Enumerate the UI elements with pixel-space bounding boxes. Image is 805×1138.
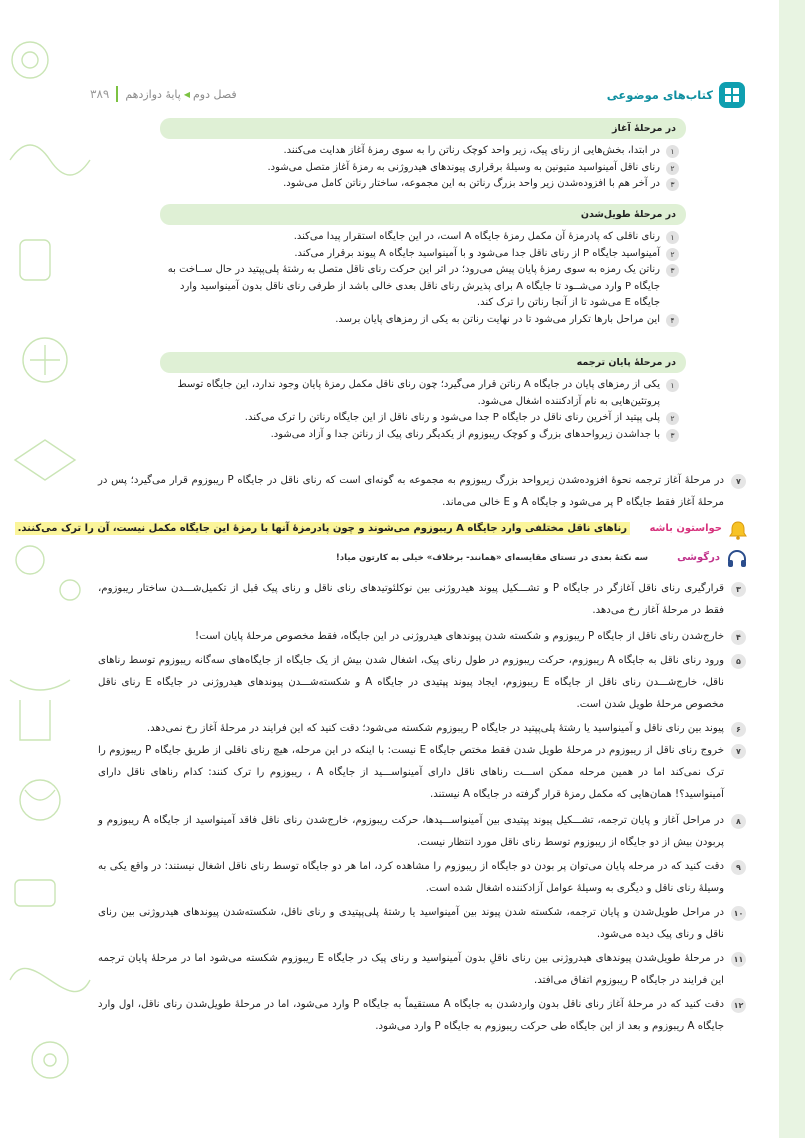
list-item: ۱ یکی از رمزهای پایان در جایگاه A رناتن قرار می‌گیرد؛ چون رنای ناقل مکمل رمزهٔ پایان وجود ندارد، این جایگاه توسط پروتئین‌هایی به نام آزادکننده اشغال می‌شود.: [160, 377, 686, 410]
paragraph-number: ۹: [731, 860, 746, 875]
paragraph-text: خروج رنای ناقل از ریبوزوم در مرحلهٔ طویل شدن فقط مختص جایگاه E نیست: با اینکه در این مرحله، هیچ رنای ناقلی از طریق جایگاه P ریبوزوم را ترک نمی‌کند اما در همین مرحله ممکن اســـت رناهای ناقل دارای آمینواســـید از جایگاه A ، ریبوزوم را ترک کنند: کدام رناهای ناقل دارای آمینواسید؟! همان‌هایی که مکمل رمزهٔ قرار گرفته در جایگاه A نیستند.: [98, 745, 724, 800]
paragraph: [98, 470, 748, 514]
divider: [116, 86, 118, 102]
list-item: ۲ پلی پپتید از آخرین رنای ناقل در جایگاه P جدا می‌شود و رنای ناقل از این جایگاه رناتن را ترک می‌کند.: [160, 410, 686, 427]
whisper-label: درگوشی: [677, 552, 720, 563]
page-header: [90, 80, 745, 110]
paragraph-number: ۵: [731, 654, 746, 669]
paragraph: [98, 650, 748, 716]
paragraph: [98, 626, 748, 648]
list-item: ۳ رناتن یک رمزه به سوی رمزهٔ پایان پیش می‌رود؛ در اثر این حرکت رنای ناقل متصل به رشتهٔ پلی‌پپتید در حال ســاخت به جایگاه P وارد می‌شــود تا جایگاه A برای پذیرش رنای ناقل بعدی خالی باشد از طرفی رنای ناقل بدون آمینواسید وارد جایگاه E می‌شود تا از آنجا رناتن را ترک کند.: [160, 262, 686, 312]
paragraph: [98, 740, 748, 806]
bell-icon: [728, 520, 748, 540]
paragraph-number: ۱۰: [731, 906, 746, 921]
paragraph: [98, 994, 748, 1038]
chapter-label: فصل دوم: [192, 87, 237, 101]
paragraph-text: در مرحلهٔ طویل‌شدن پیوندهای هیدروژنی بین رنای ناقلِ بدون آمینواسید و رنای پیک در جایگاه E ریبوزوم شکسته می‌شود اما در مرحلهٔ پایان ترجمه این فرایند در جایگاه P ریبوزوم اتفاق می‌افتد.: [98, 953, 724, 986]
whisper-text: سه نکتهٔ بعدی در تستای مقایسه‌ای «همانند- برخلاف» خیلی به کارتون میاد!: [335, 553, 648, 563]
paragraph-text: دقت کنید که در مرحله پایان می‌توان پر بودن دو جایگاه از ریبوزوم را مشاهده کرد، اما هر دو جایگاه توسط رنای ناقل اشغال نیستند: در واقع یکی به وسیلهٔ رنای ناقل و دیگری به وسیلهٔ عوامل آزادکننده اشغال شده است.: [98, 861, 724, 894]
paragraph-text: در مراحل طویل‌شدن و پایان ترجمه، شکسته شدن پیوند بین آمینواسید یا رشتهٔ پلی‌پپتیدی و رنای ناقل، شکسته‌شدن پیوندهای هیدروژنی بین رنای ناقل و رنای پیک دیده می‌شود.: [98, 907, 724, 940]
list-item: ۱ رنای ناقلی که پادرمزهٔ آن مکمل رمزهٔ جایگاه A است، در این جایگاه استقرار پیدا می‌کند.: [160, 229, 686, 246]
brand-title: کتاب‌های موضوعی: [606, 88, 713, 102]
paragraph: [98, 902, 748, 946]
side-strip: [779, 0, 805, 1138]
paragraph-text: قرارگیری رنای ناقل آغازگر در جایگاه P و تشـــکیل پیوند هیدروژنی بین نوکلئوتیدهای رنای ناقل و رنای پیک قبل از تکمیل‌شـــدن ساختار ریبوزوم، فقط در مرحلهٔ آغاز رخ می‌دهد.: [98, 583, 724, 616]
box-title: در مرحلهٔ پایان ترجمه: [160, 352, 686, 373]
paragraph-number: ۸: [731, 814, 746, 829]
attention-note: [17, 520, 748, 540]
paragraph-text: خارج‌شدن رنای ناقل از جایگاه P ریبوزوم و شکسته شدن پیوندهای هیدروژنی در این جایگاه، فقط مخصوص مرحلهٔ پایان است!: [195, 631, 724, 642]
attention-text: رناهای ناقل مختلفی وارد جایگاه A ریبوزوم می‌شوند و چون پادرمزهٔ آنها با رمزهٔ این جایگاه مکمل نیست، آن را ترک می‌کنند.: [15, 522, 630, 535]
list-item: ۲ رنای ناقل آمینواسید متیونین به وسیلهٔ برقراری پیوندهای هیدروژنی به رمزهٔ آغاز متصل می‌شود.: [160, 160, 686, 177]
paragraph: [98, 718, 748, 740]
paragraph-number: ۶: [731, 722, 746, 737]
list-item: ۳ در آخر هم با افزوده‌شدن زیر واحد بزرگ رناتن به این مجموعه، ساختار رناتن کامل می‌شود.: [160, 176, 686, 193]
headphones-icon: [726, 548, 748, 570]
list-item: ۲ آمینواسید جایگاه P از رنای ناقل جدا می‌شود و با آمینواسید جایگاه A پیوند برقرار می‌کند.: [160, 246, 686, 263]
triangle-icon: ◀: [183, 89, 190, 99]
paragraph: [98, 856, 748, 900]
list-item: ۳ با جداشدن زیرواحدهای بزرگ و کوچک ریبوزوم از یکدیگر رنای پیک از رناتن جدا و آزاد می‌شود.: [160, 427, 686, 444]
page-number: ۳۸۹: [90, 87, 110, 101]
attention-label: حواستون باشه: [649, 523, 722, 534]
list-item: ۴ این مراحل بارها تکرار می‌شود تا در نهایت رناتن به یکی از رمزهای پایان برسد.: [160, 312, 686, 329]
paragraph: [98, 810, 748, 854]
paragraph-number: ۳: [731, 582, 746, 597]
list-item: ۱ در ابتدا، بخش‌هایی از رنای پیک، زیر واحد کوچک رناتن را به سوی رمزهٔ آغاز هدایت می‌کنند.: [160, 143, 686, 160]
brand: [607, 82, 745, 108]
box-termination: [160, 352, 686, 443]
paragraph-number: ۴: [731, 630, 746, 645]
box-title: در مرحلهٔ طویل‌شدن: [160, 204, 686, 225]
paragraph-number: ۷: [731, 744, 746, 759]
paragraph-text: در مرحلهٔ آغاز ترجمه نحوهٔ افزوده‌شدن زیرواحد بزرگ ریبوزوم به مجموعه به گونه‌ای است که رنای ناقل در جایگاه P ریبوزوم قرار می‌گیرد؛ پس در مرحلهٔ آغاز فقط جایگاه P پر می‌شود و جایگاه A و E خالی می‌ماند.: [98, 475, 724, 508]
paragraph-text: دقت کنید که در مرحلهٔ آغاز رنای ناقل بدون واردشدن به جایگاه A مستقیماً به جایگاه P وارد می‌شود، اما در مرحلهٔ طویل‌شدن رنای ناقل، اول وارد جایگاه A ریبوزوم و بعد از این جایگاه طی حرکت ریبوزوم به جایگاه P وارد می‌شود.: [98, 999, 724, 1032]
box-initiation: [160, 118, 686, 193]
box-elongation: [160, 204, 686, 328]
grade-label: پایهٔ دوازدهم: [125, 87, 181, 101]
paragraph-number: ۱۱: [731, 952, 746, 967]
box-title: در مرحلهٔ آغاز: [160, 118, 686, 139]
paragraph-text: در مراحل آغاز و پایان ترجمه، تشـــکیل پیوند پپتیدی بین آمینواســـیدها، حرکت ریبوزوم، خارج‌شدن رنای ناقل فاقد آمینواسید از جایگاه A ریبوزوم و پربودن بیش از دو جایگاه از ریبوزوم توسط رنای ناقل مورد انتظار نیست.: [98, 815, 725, 848]
paragraph-text: ورود رنای ناقل به جایگاه A ریبوزوم، حرکت ریبوزوم در طول رنای پیک، اشغال شدن بیش از یک جایگاه از جایگاه‌های سه‌گانه ریبوزوم توسط رناهای ناقل، خارج‌شـــدن رنای ناقل از جایگاه E ریبوزوم، ایجاد پیوند پپتیدی در جایگاه A و شکسته‌شـــدن پیوندهای هیدروژنی در جایگاه E رنای ناقل مخصوص مرحلهٔ طویل شدن است.: [98, 655, 725, 710]
whisper-note: [98, 548, 748, 570]
book-grid-icon: [719, 82, 745, 108]
paragraph-number: ۱۲: [731, 998, 746, 1013]
paragraph: [98, 578, 748, 622]
paragraph-number: ۷: [731, 474, 746, 489]
chapter-info: [90, 86, 237, 102]
paragraph-text: پیوند بین رنای ناقل و آمینواسید یا رشتهٔ پلی‌پپتید در جایگاه P ریبوزوم شکسته می‌شود؛ دقت کنید که این فرایند در مرحلهٔ آغاز رخ نمی‌دهد.: [146, 723, 724, 734]
paragraph: [98, 948, 748, 992]
